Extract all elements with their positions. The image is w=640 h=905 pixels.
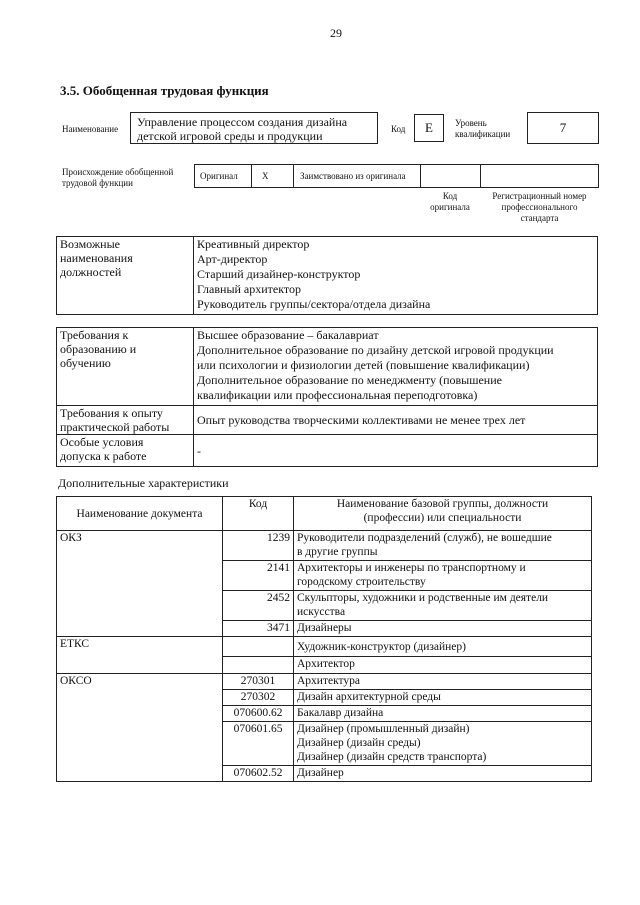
row-name-line: Дизайнер (дизайн среды): [297, 737, 421, 749]
page-number: 29: [330, 26, 342, 40]
experience-value: Опыт руководства творческими коллективами не менее трех лет: [194, 406, 598, 435]
level-label-line: Уровень: [455, 118, 487, 128]
special-label-line: допуска к работе: [60, 449, 147, 463]
table-row-name: Дизайнеры: [294, 621, 592, 637]
education-label-line: Требования к: [60, 328, 129, 342]
origin-label-line: трудовой функции: [62, 178, 133, 188]
row-name-line: искусства: [297, 606, 346, 618]
special-label: [57, 435, 194, 467]
position-item: Старший дизайнер-конструктор: [197, 267, 361, 281]
code-caption-line: оригинала: [430, 202, 470, 212]
table-row-code: [223, 657, 294, 674]
level-label-line: квалификации: [455, 129, 511, 139]
code-label: Код: [391, 124, 406, 134]
name-value-line: детской игровой среды и продукции: [137, 129, 323, 143]
reg-caption-line: Регистрационный номер: [492, 191, 587, 201]
table-row-code: 2452: [223, 591, 294, 621]
col-name-header-line: Наименование базовой группы, должности: [336, 498, 549, 510]
position-item: Руководитель группы/сектора/отдела дизайна: [197, 297, 431, 311]
table-row-name: Архитектор: [294, 657, 592, 674]
experience-label-line: практической работы: [60, 420, 170, 434]
origin-divider-2: [293, 164, 294, 188]
table-row-code: 1239: [223, 531, 294, 561]
row-name-line: городскому строительству: [297, 576, 426, 588]
positions-label-line: наименования: [60, 251, 133, 265]
section-title: 3.5. Обобщенная трудовая функция: [60, 83, 269, 98]
col-code-header: Код: [223, 497, 294, 531]
name-value-line: Управление процессом создания дизайна: [137, 115, 348, 129]
table-row-code: 070601.65: [223, 722, 294, 766]
table-row-name: [294, 531, 592, 561]
row-name-line: Руководители подразделений (служб), не вошедшие: [297, 532, 552, 544]
col-name-header: [294, 497, 592, 531]
reg-caption-line: стандарта: [520, 213, 559, 223]
level-value: 7: [527, 112, 599, 144]
row-name-line: Архитекторы и инженеры по транспортному и: [297, 562, 526, 574]
original-label: Оригинал: [200, 171, 238, 181]
special-label-line: Особые условия: [60, 435, 144, 449]
table-row-code: [223, 637, 294, 657]
table-row-name: Бакалавр дизайна: [294, 706, 592, 722]
table-row-code: 070600.62: [223, 706, 294, 722]
doc-etks: ЕТКС: [57, 637, 223, 674]
positions-label: [57, 237, 194, 315]
table-row-name: Дизайн архитектурной среды: [294, 690, 592, 706]
name-value: [130, 112, 378, 144]
table-row-name: Архитектура: [294, 674, 592, 690]
reg-caption: [480, 191, 599, 224]
doc-okz: ОКЗ: [57, 531, 223, 637]
table-row-code: 3471: [223, 621, 294, 637]
code-value: E: [414, 114, 444, 142]
education-label: [57, 328, 194, 406]
education-label-line: обучению: [60, 356, 111, 370]
row-name-line: Дизайнер (дизайн средств транспорта): [297, 751, 487, 763]
additional-table: [56, 496, 592, 782]
special-value: -: [194, 435, 598, 467]
table-row-code: 270302: [223, 690, 294, 706]
name-label: Наименование: [62, 124, 119, 134]
table-row-name: Художник-конструктор (дизайнер): [294, 637, 592, 657]
table-row-name: [294, 561, 592, 591]
position-item: Креативный директор: [197, 237, 310, 251]
col-name-header-line: (профессии) или специальности: [363, 512, 522, 524]
row-name-line: Дизайнер (промышленный дизайн): [297, 723, 470, 735]
row-name-line: в другие группы: [297, 546, 378, 558]
table-row-name: [294, 722, 592, 766]
education-label-line: образованию и: [60, 342, 137, 356]
table-row-code: 2141: [223, 561, 294, 591]
experience-label: [57, 406, 194, 435]
position-item: Арт-директор: [197, 252, 268, 266]
row-name-line: Скульпторы, художники и родственные им деятели: [297, 592, 549, 604]
table-row-name: Дизайнер: [294, 766, 592, 782]
positions-list: [194, 237, 598, 315]
table-row-name: [294, 591, 592, 621]
position-item: Главный архитектор: [197, 282, 301, 296]
code-caption-line: Код: [442, 191, 458, 201]
reg-caption-line: профессионального: [501, 202, 578, 212]
positions-label-line: должностей: [60, 265, 122, 279]
additional-title: Дополнительные характеристики: [58, 476, 229, 490]
education-line: Высшее образование – бакалавриат: [197, 328, 379, 342]
positions-label-line: Возможные: [60, 237, 120, 251]
origin-label: [62, 167, 173, 189]
col-doc-header: Наименование документа: [57, 497, 223, 531]
education-line: Дополнительное образование по дизайну детской игровой продукции: [197, 343, 554, 357]
experience-label-line: Требования к опыту: [60, 406, 163, 420]
level-label: [455, 118, 510, 140]
original-mark: X: [262, 171, 269, 181]
origin-divider-1: [251, 164, 252, 188]
table-row-code: 270301: [223, 674, 294, 690]
table-row-code: 070602.52: [223, 766, 294, 782]
borrowed-label: Заимствовано из оригинала: [300, 171, 406, 181]
code-caption: [420, 191, 480, 213]
origin-divider-3: [420, 164, 421, 188]
education-line: или психологии и физиологии детей (повышение квалификации): [197, 358, 530, 372]
education-value: [194, 328, 598, 406]
education-line: Дополнительное образование по менеджменту (повышение: [197, 373, 502, 387]
doc-okso: ОКСО: [57, 674, 223, 782]
requirements-table: [56, 327, 598, 467]
positions-table: [56, 236, 598, 315]
education-line: квалификации или профессиональная переподготовка): [197, 388, 478, 402]
origin-label-line: Происхождение обобщенной: [62, 167, 174, 177]
origin-divider-4: [480, 164, 481, 188]
